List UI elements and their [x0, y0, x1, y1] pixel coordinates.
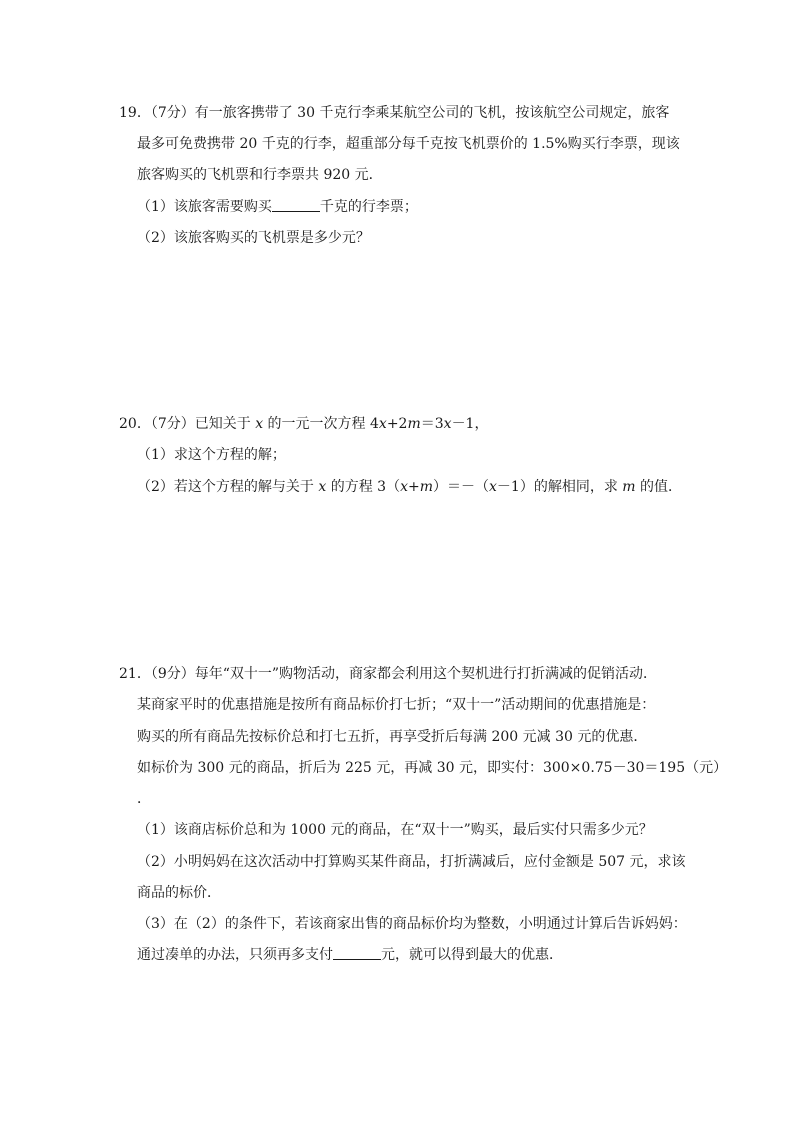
q21-sub-3b-text-b: 元，就可以得到最大的优惠．	[381, 947, 563, 963]
q20-text: +	[408, 479, 420, 495]
var-m: m	[419, 479, 434, 495]
q20-text: 的方程 3（	[330, 479, 401, 495]
q20-text: 的值．	[640, 479, 683, 495]
var-x: x	[443, 416, 452, 432]
q20-text: －1，	[451, 416, 489, 432]
q21-line-2: 某商家平时的优惠措施是按所有商品标价打七折；“双十一”活动期间的优惠措施是：	[137, 697, 656, 713]
q19-sub-1-text-b: 千克的行李票；	[319, 199, 418, 215]
q21-sub-2a: （2）小明妈妈在这次活动中打算购买某件商品，打折满减后，应付金额是 507 元，求该	[137, 854, 686, 870]
q19-line-1: 19．（7分）有一旅客携带了 30 千克行李乘某航空公司的飞机，按该航空公司规定，旅客	[119, 105, 670, 121]
q21-line-5: ．	[137, 791, 151, 807]
q20-text: 的一元一次方程 4	[267, 416, 379, 432]
q21-sub-1: （1）该商店标价总和为 1000 元的商品，在“双十一”购买，最后实付只需多少元？	[137, 822, 653, 838]
q20-text: 20．（7分）已知关于	[119, 416, 251, 432]
q21-line-4: 如标价为 300 元的商品，折后为 225 元，再减 30 元，即实付：300×0.75－30＝195（元）	[137, 760, 728, 776]
q20-sub-2	[137, 477, 682, 497]
answer-blank[interactable]	[272, 197, 320, 212]
q19-sub-2: （2）该旅客购买的飞机票是多少元？	[137, 230, 370, 246]
var-x: x	[255, 416, 264, 432]
answer-blank[interactable]	[333, 945, 381, 960]
q20-line-1	[119, 414, 488, 434]
q20-text: ＝3	[420, 416, 444, 432]
var-x: x	[489, 479, 497, 495]
q21-sub-3a: （3）在（2）的条件下，若该商家出售的商品标价均为整数，小明通过计算后告诉妈妈：	[137, 916, 687, 932]
q19-line-2: 最多可免费携带 20 千克的行李，超重部分每千克按飞机票价的 1.5%购买行李票，现该	[137, 136, 680, 152]
q21-sub-3b-text-a: 通过凑单的办法，只须再多支付	[137, 947, 333, 963]
q20-sub-1: （1）求这个方程的解；	[137, 447, 286, 463]
q20-text: （2）若这个方程的解与关于	[137, 479, 314, 495]
q21-line-3: 购买的所有商品先按标价总和打七五折，再享受折后每满 200 元减 30 元的优惠．	[137, 729, 648, 745]
q20-text: ）＝－（	[433, 479, 490, 495]
q20-text: +2	[386, 416, 408, 432]
var-m: m	[407, 416, 421, 432]
q21-sub-3b	[137, 945, 563, 965]
var-m: m	[622, 479, 636, 495]
var-x: x	[400, 479, 408, 495]
q19-sub-1-text-a: （1）该旅客需要购买	[137, 199, 272, 215]
q21-line-1: 21．（9分）每年“双十一”购物活动，商家都会利用这个契机进行打折满减的促销活动．	[119, 666, 658, 682]
var-x: x	[318, 479, 327, 495]
q19-sub-1	[137, 197, 418, 217]
var-x: x	[378, 416, 387, 432]
q20-text: －1）的解相同，求	[496, 479, 618, 495]
q21-sub-2b: 商品的标价．	[137, 885, 221, 901]
q19-line-3: 旅客购买的飞机票和行李票共 920 元．	[137, 167, 383, 183]
